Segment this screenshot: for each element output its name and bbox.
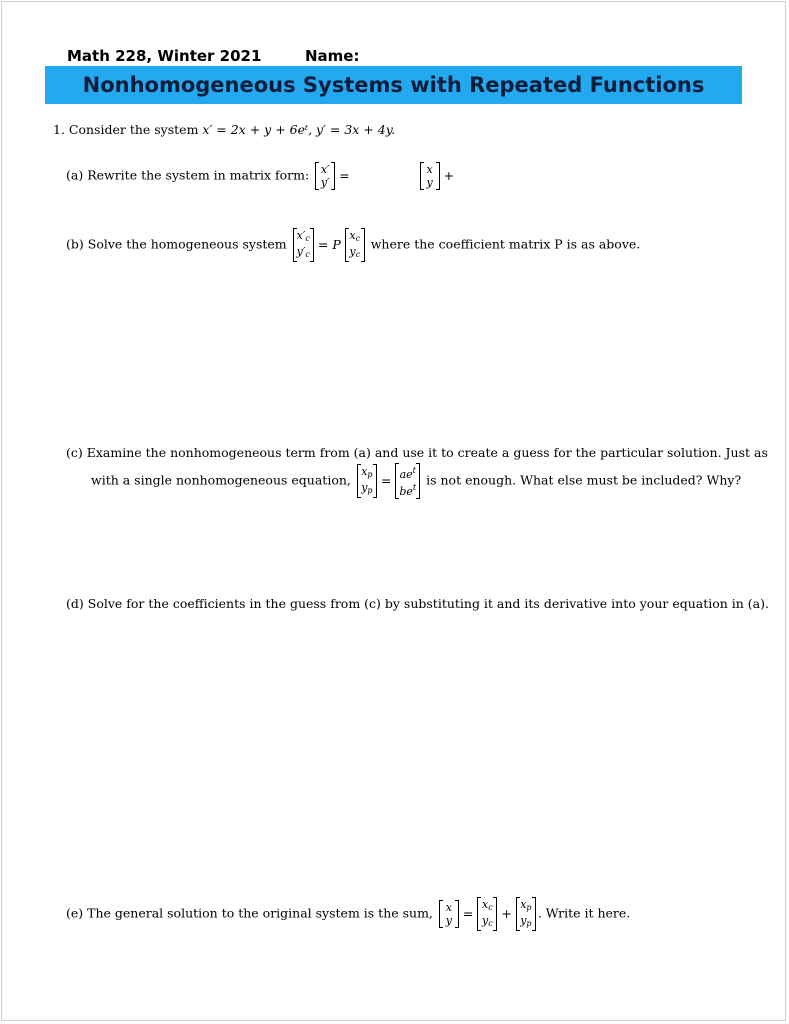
matrix-xc-sum: $x_c$ $y_c$ xyxy=(477,897,497,931)
part-e-text-after: . Write it here. xyxy=(537,905,631,921)
part-c-line2: with a single nonhomogeneous equation, $x_p$ $y_p$ = $ae^t$ $be^t$ is not enough. What else must be included? Why? xyxy=(91,465,742,498)
problem-prompt: Consider the system xyxy=(68,122,199,137)
matrix-xc: $x_c$ $y_c$ xyxy=(345,228,365,262)
part-d-text: Solve for the coefficients in the guess from (c) by substituting it and its derivative into your equation in (a). xyxy=(87,596,769,611)
matrix-P-symbol: P xyxy=(332,236,341,252)
part-a-text: Rewrite the system in matrix form: xyxy=(87,167,310,183)
part-c-line2-before: with a single nonhomogeneous equation, xyxy=(91,472,351,488)
matrix-guess: $ae^t$ $be^t$ xyxy=(395,463,420,499)
name-label: Name: xyxy=(305,47,360,65)
problem-1-statement xyxy=(53,124,395,137)
matrix-x-prime: x′ y′ xyxy=(315,162,335,190)
part-e: (e) The general solution to the original system is the sum, x y = $x_c$ $y_c$ + $x_p$ $y_p$ . Write it here. xyxy=(66,897,630,931)
part-a: (a) Rewrite the system in matrix form: x′ y′ = x y + xyxy=(66,163,455,189)
header xyxy=(67,47,360,65)
part-b: (b) Solve the homogeneous system $x'_c$ $y'_c$ = P $x_c$ $y_c$ where the coefficient matrix P is as above. xyxy=(66,228,640,262)
course-label: Math 228, Winter 2021 xyxy=(67,47,262,65)
title-banner xyxy=(45,66,742,104)
matrix-xc-prime: $x'_c$ $y'_c$ xyxy=(293,228,314,262)
page-title: Nonhomogeneous Systems with Repeated Functions xyxy=(82,73,705,97)
matrix-xp: $x_p$ $y_p$ xyxy=(357,464,377,498)
part-e-label: (e) xyxy=(66,905,84,921)
part-b-text-after: where the coefficient matrix P is as above. xyxy=(370,236,641,252)
matrix-xp-sum: $x_p$ $y_p$ xyxy=(516,897,536,931)
matrix-xy-sum: x y xyxy=(439,900,459,928)
part-a-label: (a) xyxy=(66,167,84,183)
part-c-line2-after: is not enough. What else must be included? Why? xyxy=(426,472,742,488)
part-c-line1-text: Examine the nonhomogeneous term from (a) and use it to create a guess for the particular solution. Just as xyxy=(86,445,768,460)
system-equations: x′ = 2x + y + 6eᵗ, y′ = 3x + 4y. xyxy=(202,122,396,137)
matrix-xy: x y xyxy=(420,162,440,190)
part-c-label: (c) xyxy=(66,445,83,460)
part-e-text-before: The general solution to the original system is the sum, xyxy=(87,905,433,921)
page xyxy=(1,1,786,1021)
part-b-label: (b) xyxy=(66,236,84,252)
part-d-label: (d) xyxy=(66,596,84,611)
problem-number: 1. xyxy=(53,122,65,137)
part-d xyxy=(66,598,769,611)
part-c-line1 xyxy=(66,447,768,460)
part-b-text-before: Solve the homogeneous system xyxy=(87,236,287,252)
